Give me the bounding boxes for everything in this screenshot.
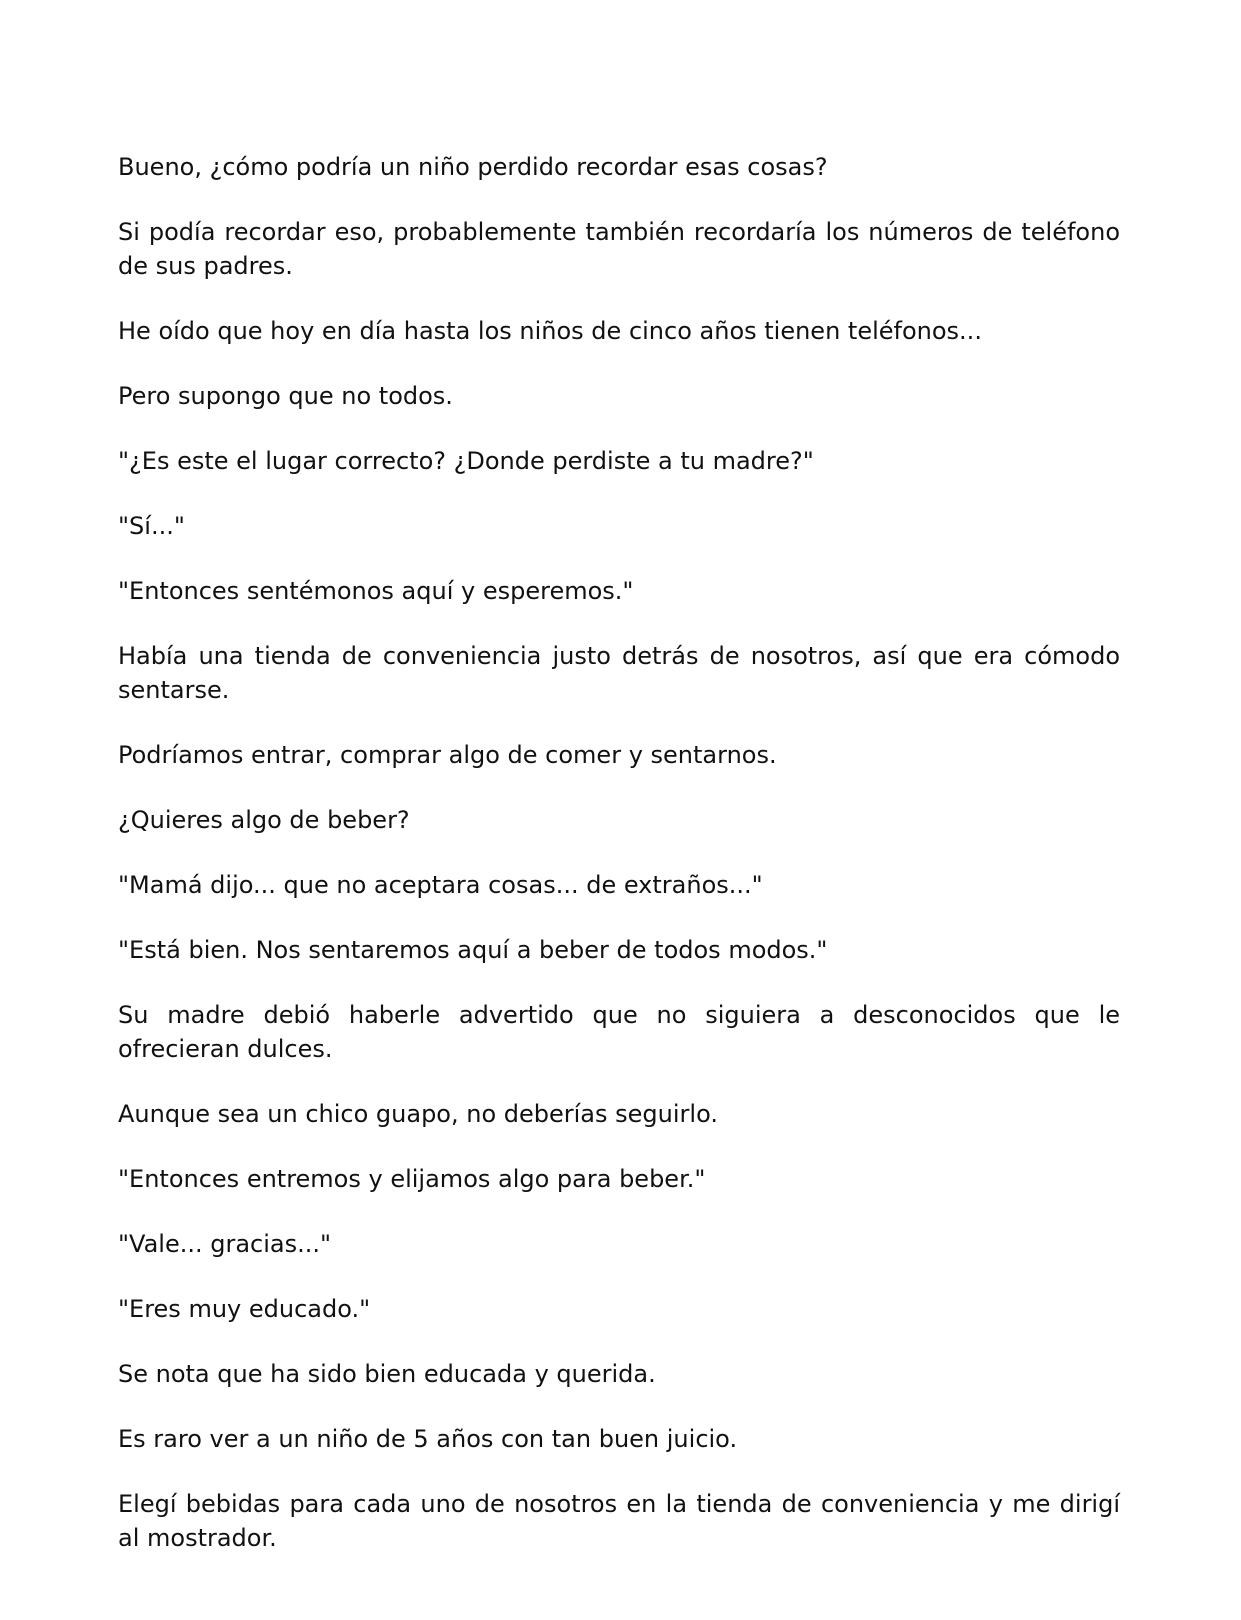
paragraph: "Mamá dijo... que no aceptara cosas... de extraños..." [118,871,763,899]
paragraph: Es raro ver a un niño de 5 años con tan buen juicio. [118,1425,738,1453]
paragraph: ¿Quieres algo de beber? [118,806,410,834]
paragraph: "Entonces entremos y elijamos algo para beber." [118,1165,706,1193]
paragraph: Pero supongo que no todos. [118,382,453,410]
paragraph: Se nota que ha sido bien educada y querida. [118,1360,656,1388]
paragraph: Aunque sea un chico guapo, no deberías seguirlo. [118,1100,718,1128]
paragraph: Podríamos entrar, comprar algo de comer y sentarnos. [118,741,777,769]
paragraph: "Sí..." [118,512,185,540]
paragraph: Su madre debió haberle advertido que no siguiera a desconocidos que le ofrecieran dulces. [118,1001,1120,1063]
paragraph: "Entonces sentémonos aquí y esperemos." [118,577,634,605]
paragraph: "Eres muy educado." [118,1295,371,1323]
paragraph: "Está bien. Nos sentaremos aquí a beber de todos modos." [118,936,828,964]
paragraph: He oído que hoy en día hasta los niños de cinco años tienen teléfonos... [118,317,982,345]
paragraph: Si podía recordar eso, probablemente también recordaría los números de teléfono de sus padres. [118,218,1120,280]
paragraph: Bueno, ¿cómo podría un niño perdido recordar esas cosas? [118,153,828,181]
paragraph: Elegí bebidas para cada uno de nosotros en la tienda de conveniencia y me dirigí al mostrador. [118,1490,1120,1552]
paragraph: Había una tienda de conveniencia justo detrás de nosotros, así que era cómodo sentarse. [118,642,1120,704]
paragraph: "Vale... gracias..." [118,1230,332,1258]
document-page [118,150,1120,1586]
paragraph: "¿Es este el lugar correcto? ¿Donde perdiste a tu madre?" [118,447,814,475]
